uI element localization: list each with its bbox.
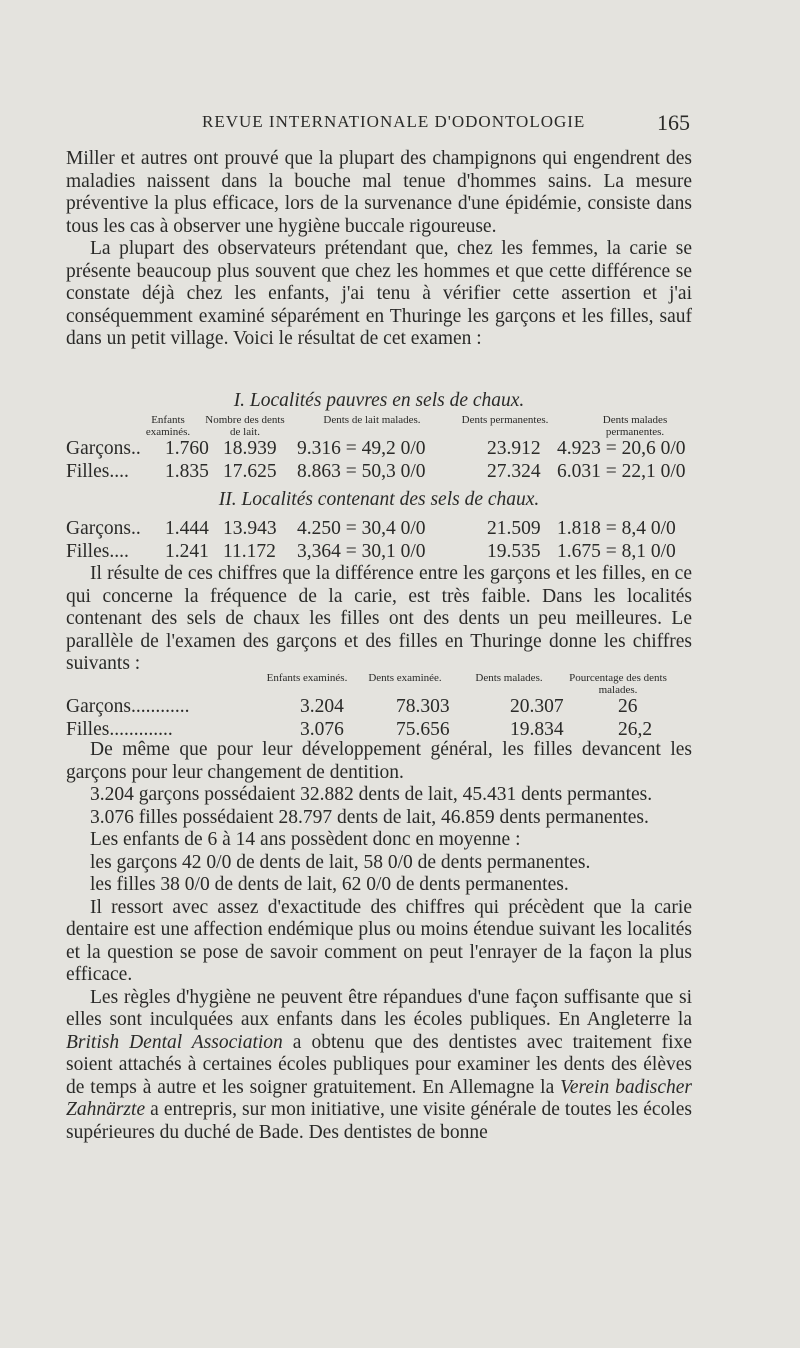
- table-row: [66, 719, 692, 742]
- column-header: Dents malades permanentes.: [602, 414, 668, 438]
- cell: 1.760: [165, 438, 209, 459]
- cell: 1.675 = 8,1 0/0: [557, 540, 676, 562]
- row-label: Garçons..: [66, 518, 141, 539]
- association-name: British Dental Association: [66, 1031, 283, 1053]
- row-label: Filles....: [66, 540, 129, 562]
- cell: 8.863 = 50,3 0/0: [297, 460, 426, 482]
- table-row: [66, 438, 692, 461]
- section-1-title: I. Localités pauvres en sels de chaux.: [233, 390, 525, 411]
- table-2-header: [66, 672, 692, 696]
- cell: 9.316 = 49,2 0/0: [297, 438, 426, 459]
- text-run: a obtenu que des dentistes avec traitement fixe soient attachés à certaines écoles publiques pour examiner les dents des élèves de temps à autre et les soigner gratuitement. En Allemagne la: [66, 1031, 692, 1098]
- table-row: [66, 696, 692, 719]
- table-1: [66, 387, 692, 676]
- paragraph: Miller et autres ont prouvé que la plupart des champignons qui engendrent des maladies naissent dans la bouche mal tenue d'hommes sains. La mesure préventive la plus efficace, lors de la survenance d'une épidémie, consiste dans tous les cas à observer une hygiène buccale rigoureuse.: [66, 148, 692, 237]
- cell: 1.241: [165, 540, 209, 562]
- cell: 20.307: [510, 696, 564, 717]
- cell: 3,364 = 30,1 0/0: [297, 540, 426, 562]
- paragraph: De même que pour leur développement général, les filles devancent les garçons pour leur changement de dentition.: [66, 739, 692, 783]
- running-header: [70, 110, 690, 134]
- cell: 4.923 = 20,6 0/0: [557, 438, 686, 459]
- table-1-header: [66, 414, 692, 438]
- cell: 11.172: [223, 540, 276, 562]
- cell: 19.535: [487, 540, 541, 562]
- paragraph: Les enfants de 6 à 14 ans possèdent donc en moyenne :: [90, 829, 521, 850]
- cell: 78.303: [396, 696, 450, 717]
- table-2: [66, 672, 692, 741]
- cell: 19.834: [510, 718, 564, 740]
- column-header: Enfants examinés.: [266, 672, 348, 684]
- cell: 1.444: [165, 518, 209, 539]
- cell: 13.943: [223, 518, 277, 539]
- cell: 17.625: [223, 460, 277, 482]
- association-name: Verein badischer Zahnärzte: [66, 1076, 692, 1120]
- column-header: Dents de lait malades.: [323, 414, 421, 426]
- paragraph: les filles 38 0/0 de dents de lait, 62 0/0 de dents permanentes.: [90, 874, 569, 895]
- running-title: REVUE INTERNATIONALE D'ODONTOLOGIE: [202, 112, 586, 131]
- row-label: Filles.............: [66, 718, 173, 740]
- page-number: 165: [657, 110, 690, 135]
- cell: 6.031 = 22,1 0/0: [557, 460, 686, 482]
- cell: 75.656: [396, 718, 450, 740]
- table-row: [66, 518, 692, 541]
- cell: 18.939: [223, 438, 277, 459]
- paragraph: Il ressort avec assez d'exactitude des chiffres qui précèdent que la carie dentaire est une affection endémique plus ou moins étendue suivant les localités et la question se pose de savoir comment on peut l'enrayer de la façon la plus efficace.: [66, 896, 692, 985]
- text-run: a entrepris, sur mon initiative, une visite générale de toutes les écoles supérieures du duché de Bade. Des dentistes de bonne: [66, 1099, 692, 1143]
- table-row: [66, 541, 692, 564]
- cell: 3.204: [300, 696, 344, 717]
- column-header: Dents examinée.: [368, 672, 442, 684]
- cell: 26,2: [618, 718, 653, 740]
- paragraph: La plupart des observateurs prétendant que, chez les femmes, la carie se présente beaucoup plus souvent que chez les hommes et que cette différence se constate déjà chez les enfants, j'ai tenu à vérifier cette assertion et j'ai conséquemment examiné séparément en Thuringe les garçons et les filles, sauf dans un petit village. Voici le résultat de cet examen :: [66, 238, 692, 349]
- paragraph: Il résulte de ces chiffres que la différence entre les garçons et les filles, en ce qui concerne la fréquence de la carie, est très faible. Dans les localités contenant des sels de chaux les filles ont des dents un peu meilleures. Le parallèle de l'examen des garçons et des filles en Thuringe donne les chiffres suivants :: [66, 563, 692, 674]
- column-header: Dents malades.: [475, 672, 543, 684]
- row-label: Filles....: [66, 460, 129, 482]
- table-row: [66, 461, 692, 484]
- column-header: Pourcentage des dents malades.: [569, 672, 667, 696]
- closing-text: [66, 739, 692, 1144]
- paragraph: 3.076 filles possédaient 28.797 dents de lait, 46.859 dents permanentes.: [90, 806, 649, 828]
- cell: 23.912: [487, 438, 541, 459]
- cell: 1.835: [165, 460, 209, 482]
- cell: 26: [618, 696, 638, 717]
- cell: 3.076: [300, 718, 344, 740]
- column-header: Enfants examinés.: [145, 414, 191, 438]
- cell: 4.250 = 30,4 0/0: [297, 518, 426, 539]
- paragraph: 3.204 garçons possédaient 32.882 dents de lait, 45.431 dents permantes.: [90, 784, 653, 805]
- column-header: Dents permanentes.: [461, 414, 549, 426]
- row-label: Garçons..: [66, 438, 141, 459]
- row-label: Garçons............: [66, 696, 190, 717]
- column-header: Nombre des dents de lait.: [205, 414, 285, 438]
- text-run: Les règles d'hygiène ne peuvent être répandues d'une façon suffisante que si elles sont inculquées aux enfants dans les écoles publiques. En Angleterre la: [66, 986, 692, 1030]
- cell: 27.324: [487, 460, 541, 482]
- section-2-title: II. Localités contenant des sels de chaux.: [218, 489, 540, 510]
- paragraph: les garçons 42 0/0 de dents de lait, 58 0/0 de dents permanentes.: [90, 851, 591, 873]
- paragraph: [66, 987, 692, 1145]
- intro-text: [66, 148, 692, 351]
- cell: 21.509: [487, 518, 541, 539]
- cell: 1.818 = 8,4 0/0: [557, 518, 676, 539]
